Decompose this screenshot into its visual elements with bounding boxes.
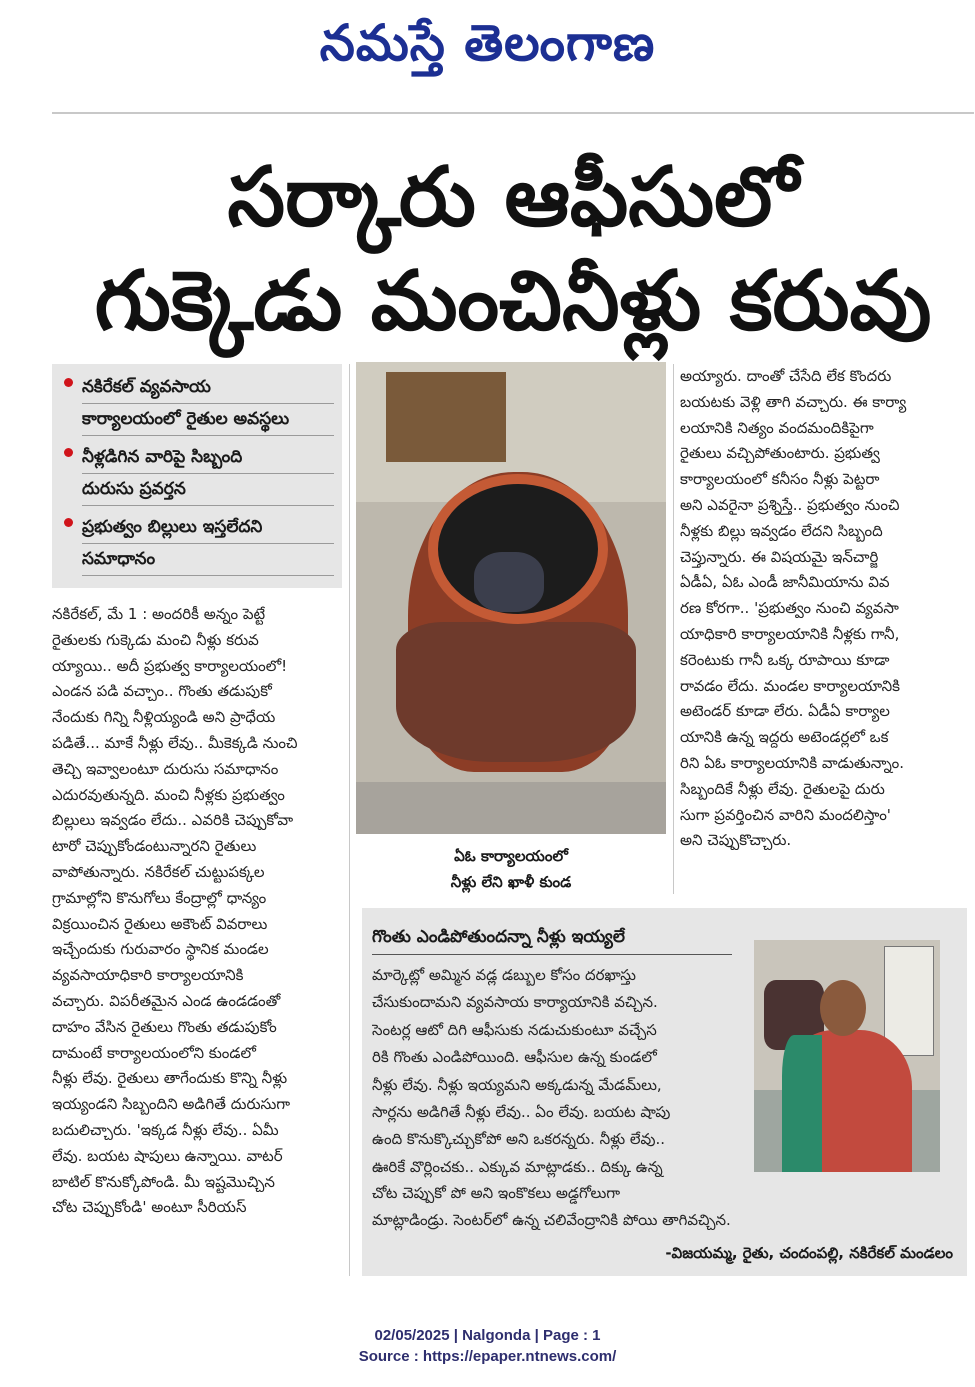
article-line: ఇచ్చేందుకు గురువారం స్థానిక మండల	[52, 940, 269, 959]
box-line: మార్కెట్లో అమ్మిన వడ్ల డబ్బుల కోసం దరఖాస్తు	[372, 966, 636, 984]
box-signature: -విజయమ్మ, రైతు, చందంపల్లి, నకిరేకల్ మండలం	[665, 1244, 953, 1262]
article-line: లయానికి నిత్యం వందమందికిపైగా	[680, 418, 874, 437]
article-line: ఎండన పడి వచ్చాం.. గొంతు తడుపుకో	[52, 682, 272, 701]
article-line: అని చెప్పుకొచ్చారు.	[680, 831, 792, 850]
article-line: కరెంటుకు గానీ ఒక్క రూపాయి కూడా	[680, 650, 890, 669]
article-right-column	[680, 364, 968, 854]
footer-edition: 02/05/2025 | Nalgonda | Page : 1	[374, 1327, 601, 1344]
article-line: యాధికారి కార్యాలయానికి నీళ్లకు గానీ,	[680, 624, 900, 643]
article-line: ఏడీఏ, ఏఓ ఎండీ జానీమియాను వివ	[680, 573, 890, 592]
article-line: అటెండర్ కూడా లేరు. ఏడీఏ కార్యాల	[680, 702, 890, 721]
photo-floor	[356, 782, 666, 834]
article-line: నేందుకు గిన్ని నీళ్లియ్యండి అని ప్రాధేయ	[52, 708, 276, 727]
bullet-icon	[64, 378, 73, 387]
highlight-line: ప్రభుత్వం బిల్లులు ఇస్తలేదని	[82, 512, 334, 544]
article-line: దామంటే కార్యాలయంలోని కుండలో	[52, 1043, 256, 1062]
bullet-icon	[64, 448, 73, 457]
article-line: గ్రామాల్లోని కొనుగోలు కేంద్రాల్లో ధాన్యం	[52, 888, 267, 907]
article-line: రైతులకు గుక్కెడు మంచి నీళ్లు కరువ	[52, 630, 259, 649]
headline-line-1: సర్కారు ఆఫీసులో	[227, 150, 799, 245]
highlight-line: కార్యాలయంలో రైతుల అవస్థలు	[82, 404, 334, 436]
pot-cloth-wrap	[396, 622, 636, 762]
highlight-item	[62, 442, 334, 506]
highlight-item	[62, 372, 334, 436]
article-line: వాపోతున్నారు. నకిరేకల్ చుట్టుపక్కల	[52, 862, 265, 881]
box-line: చోట చెప్పుకో పో అని ఇంకొకలు అడ్డగోలుగా	[372, 1184, 621, 1202]
article-line: బాటిల్ కొనుక్కోపోండి. మీ ఇష్టమొచ్చిన	[52, 1172, 275, 1191]
headline-line-2: గుక్కెడు మంచినీళ్లు కరువు	[94, 254, 932, 349]
article-line: బదులిచ్చారు. 'ఇక్కడ నీళ్లు లేవు.. ఏమీ	[52, 1120, 279, 1139]
article-line: నీళ్లకు బిల్లు ఇవ్వడం లేదని సిబ్బంది	[680, 521, 883, 540]
box-body-wide	[372, 1180, 957, 1235]
column-divider	[349, 364, 350, 1276]
article-line: రిని ఏఓ కార్యాలయానికి వాడుతున్నాం.	[680, 753, 905, 772]
masthead-divider	[52, 112, 974, 114]
article-left-column	[52, 602, 342, 1221]
article-line: సుగా ప్రవర్తించిన వారిని మందలిస్తాం'	[680, 805, 891, 824]
highlight-line: నీళ్లడిగిన వారిపై సిబ్బంది	[82, 442, 334, 474]
photo-carton	[386, 372, 506, 462]
photo-caption	[356, 843, 666, 895]
article-line: బయటకు వెళ్లి తాగి వచ్చారు. ఈ కార్యా	[680, 392, 907, 411]
masthead	[0, 8, 975, 78]
masthead-logo: నమస్తే తెలంగాణ	[319, 14, 656, 72]
portrait-nameplate	[884, 946, 934, 1056]
article-line: అయ్యారు. దాంతో చేసేది లేక కొందరు	[680, 367, 892, 385]
article-line: టారో చెప్పుకోండంటున్నారని రైతులు	[52, 837, 257, 856]
caption-line: ఏఓ కార్యాలయంలో	[454, 847, 568, 865]
article-line: విక్రయించిన రైతులు అకౌంట్ వివరాలు	[52, 914, 268, 933]
article-line: నకిరేకల్, మే 1 : అందరికీ అన్నం పెట్టే	[52, 605, 266, 623]
article-line: యానికి ఉన్న ఇద్దరు అటెండర్లలో ఒక	[680, 728, 889, 747]
box-body	[372, 962, 748, 1181]
article-line: చోట చెప్పుకోండి' అంటూ సీరియస్	[52, 1198, 247, 1217]
highlight-line: నకిరేకల్ వ్యవసాయ	[82, 372, 334, 404]
article-line: సిబ్బందికే నీళ్లు లేవు. రైతులపై దురు	[680, 779, 885, 798]
box-line: సార్లను అడిగితే నీళ్లు లేవు.. ఏం లేవు. బయట షాపు	[372, 1103, 671, 1122]
highlights-box	[52, 364, 342, 588]
article-line: తెచ్చి ఇవ్వాలంటూ దురుసు సమాధానం	[52, 759, 279, 778]
box-line: సెంటర్ల ఆటో దిగి ఆఫీసుకు నడుచుకుంటూ వచ్చేస	[372, 1020, 657, 1039]
box-line: నీళ్లు లేవు. నీళ్లు ఇయ్యమని అక్కడున్న మేడమ్‌లు,	[372, 1075, 662, 1094]
footer-source[interactable]: Source : https://epaper.ntnews.com/	[358, 1348, 617, 1365]
article-line: పడితే... మాకే నీళ్లు లేవు.. మీకెక్కడి నుంచి	[52, 733, 298, 752]
article-line: రైతులు వచ్చిపోతుంటారు. ప్రభుత్వ	[680, 444, 880, 463]
article-line: య్యాయి.. అదీ ప్రభుత్వ కార్యాలయంలో!	[52, 656, 288, 675]
article-line: ఇయ్యండని సిబ్బందిని అడిగితే దురుసుగా	[52, 1095, 291, 1114]
article-line: రణ కోరగా.. 'ప్రభుత్వం నుంచి వ్యవసా	[680, 599, 899, 618]
box-line: మాట్లాడిండ్రు. సెంటర్‌లో ఉన్న చలివేంద్రానికి పోయి తాగివచ్చిన.	[372, 1211, 731, 1230]
article-photo	[356, 362, 666, 834]
article-line: నీళ్లు లేవు. రైతులు తాగేందుకు కొన్ని నీళ్లు	[52, 1069, 288, 1088]
article-line: బిల్లులు ఇవ్వడం లేదు.. ఎవరికి చెప్పుకోవా	[52, 811, 294, 830]
bullet-icon	[64, 518, 73, 527]
portrait-face	[820, 980, 866, 1036]
article-line: వ్యవసాయాధికారి కార్యాలయానికి	[52, 966, 244, 985]
highlight-item	[62, 512, 334, 576]
pot-inner-cup	[474, 552, 544, 612]
article-line: చెప్తున్నారు. ఈ విషయమై ఇన్‌చార్జి	[680, 547, 879, 566]
article-line: అని ఎవరైనా ప్రశ్నిస్తే.. ప్రభుత్వం నుంచి	[680, 495, 900, 514]
article-line: రావడం లేదు. మండల కార్యాలయానికి	[680, 676, 900, 695]
box-line: చేసుకుందామని వ్యవసాయ కార్యాయానికి వచ్చిన.	[372, 993, 658, 1012]
box-line: ఉంది కొనుక్కొచ్చుకోపో అని ఒకరన్నరు. నీళ్లు లేవు..	[372, 1130, 665, 1149]
highlight-line: దురుసు ప్రవర్తన	[82, 474, 334, 506]
portrait-saree-border	[782, 1035, 822, 1172]
farmer-portrait	[754, 940, 940, 1172]
box-line: ఊరికే వొర్లించకు.. ఎక్కువ మాట్లాడకు.. దిక్కు ఉన్న	[372, 1157, 663, 1176]
box-line: రికి గొంతు ఎండిపోయింది. ఆఫీసుల ఉన్న కుండలో	[372, 1048, 657, 1067]
highlight-line: సమాధానం	[82, 544, 334, 576]
article-line: కార్యాలయంలో కనీసం నీళ్లు పెట్టరా	[680, 470, 880, 489]
article-line: లేవు. బయట షాపులు ఉన్నాయి. వాటర్	[52, 1146, 283, 1165]
article-line: వచ్చారు. విపరీతమైన ఎండ ఉండడంతో	[52, 991, 281, 1010]
caption-line: నీళ్లు లేని ఖాళీ కుండ	[450, 873, 572, 891]
column-divider	[673, 364, 674, 894]
article-line: ఎదురవుతున్నది. మంచి నీళ్లకు ప్రభుత్వం	[52, 785, 285, 804]
page-footer	[0, 1325, 975, 1367]
article-line: దాహం వేసిన రైతులు గొంతు తడుపుకోం	[52, 1017, 277, 1036]
box-heading: గొంతు ఎండిపోతుందన్నా నీళ్లు ఇయ్యలే	[372, 924, 732, 955]
